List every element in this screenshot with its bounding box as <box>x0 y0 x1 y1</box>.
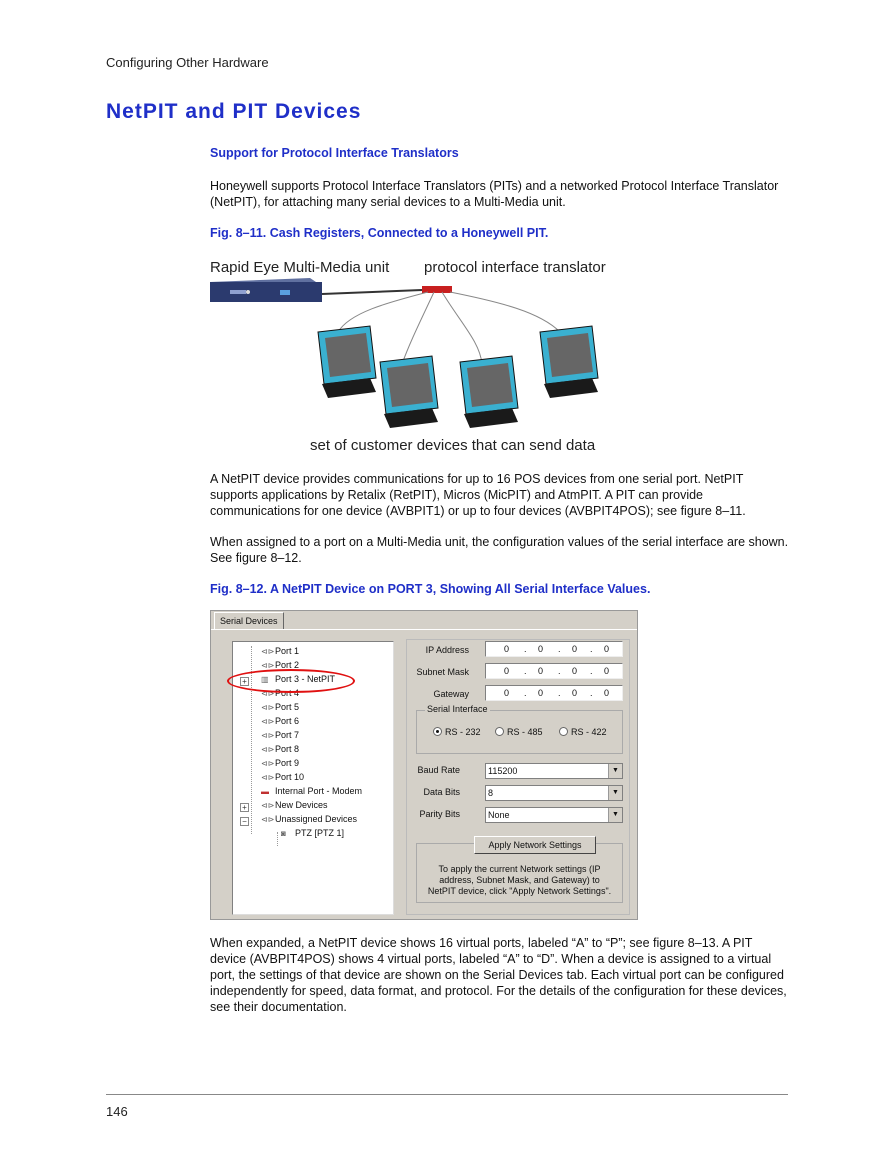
footer-rule <box>106 1094 788 1095</box>
port-icon: ⊲⊳ <box>261 717 275 726</box>
figure-caption-8-11: Fig. 8–11. Cash Registers, Connected to a Honeywell PIT. <box>210 226 549 240</box>
apply-network-group <box>416 840 623 903</box>
port-icon: ⊲⊳ <box>261 647 275 656</box>
tree-item-port-7[interactable]: ⊲⊳Port 7 <box>261 728 299 742</box>
subnet-mask-label: Subnet Mask <box>416 667 469 677</box>
tree-item-unassigned-devices[interactable]: ⊲⊳Unassigned Devices <box>261 812 357 826</box>
subsection-title: Support for Protocol Interface Translators <box>210 146 459 160</box>
tree-item-port-3[interactable]: ▥ Port 3 - NetPIT <box>261 672 335 686</box>
camera-icon: ◙ <box>281 829 286 838</box>
collapse-icon[interactable]: − <box>240 817 249 826</box>
label-multimedia-unit: Rapid Eye Multi-Media unit <box>210 259 390 276</box>
data-bits-select[interactable]: 8 ▼ <box>485 785 623 801</box>
serial-interface-group <box>416 704 623 754</box>
subnet-mask-field[interactable]: 0 . 0 . 0 . 0 <box>485 663 623 679</box>
figure-caption-8-12: Fig. 8–12. A NetPIT Device on PORT 3, Showing All Serial Interface Values. <box>210 582 651 596</box>
tree-item-port-8[interactable]: ⊲⊳Port 8 <box>261 742 299 756</box>
port-icon: ⊲⊳ <box>261 731 275 740</box>
netpit-icon: ▥ <box>261 675 269 684</box>
paragraph-assigned: When assigned to a port on a Multi-Media unit, the configuration values of the serial interface are shown. See figure 8–12. <box>210 535 789 565</box>
parity-bits-label: Parity Bits <box>419 809 460 819</box>
port-icon: ⊲⊳ <box>261 703 275 712</box>
pos-terminal-icon <box>380 356 438 428</box>
multimedia-unit-icon <box>210 278 322 302</box>
port-icon: ⊲⊳ <box>261 773 275 782</box>
dropdown-arrow-icon: ▼ <box>608 786 622 800</box>
baud-rate-label: Baud Rate <box>417 765 460 775</box>
ip-address-field[interactable]: 0 . 0 . 0 . 0 <box>485 641 623 657</box>
parity-bits-select[interactable]: None ▼ <box>485 807 623 823</box>
port-icon: ⊲⊳ <box>261 801 275 810</box>
label-pit: protocol interface translator <box>424 259 606 276</box>
paragraph-intro: Honeywell supports Protocol Interface Translators (PITs) and a networked Protocol Interface Translator (NetPIT), for attaching many serial devices to a Multi-Media unit. <box>210 179 779 209</box>
serial-interface-label: Serial Interface <box>427 704 488 714</box>
tree-item-ptz[interactable]: ◙ PTZ [PTZ 1] <box>281 826 344 840</box>
pos-terminal-icon <box>318 326 376 398</box>
pos-terminal-icon <box>540 326 598 398</box>
tab-serial-devices[interactable]: Serial Devices <box>214 612 284 630</box>
port-icon: ⊲⊳ <box>261 745 275 754</box>
pit-illustration <box>210 252 610 457</box>
gateway-label: Gateway <box>433 689 469 699</box>
expand-icon[interactable]: + <box>240 803 249 812</box>
paragraph-expanded: When expanded, a NetPIT device shows 16 virtual ports, labeled “A” to “P”; see figure 8–13. A PIT device (AVBPIT4POS) shows 4 virtual ports, labeled “A” to “D”. When a device is assigned to a virtual port, the settings of that device are shown on the Serial Devices tab. Each virtual port can be configured independently for speed, data format, and protocol. For the details of the configuration for these devices, see their documentation. <box>210 936 787 1014</box>
data-bits-label: Data Bits <box>423 787 460 797</box>
dropdown-arrow-icon: ▼ <box>608 808 622 822</box>
radio-rs485[interactable]: RS - 485 <box>495 727 543 737</box>
radio-rs422[interactable]: RS - 422 <box>559 727 607 737</box>
modem-icon: ▬ <box>261 787 269 796</box>
serial-devices-dialog <box>210 610 638 920</box>
tree-item-port-4[interactable]: ⊲⊳Port 4 <box>261 686 299 700</box>
gateway-field[interactable]: 0 . 0 . 0 . 0 <box>485 685 623 701</box>
port-icon: ⊲⊳ <box>261 689 275 698</box>
paragraph-netpit: A NetPIT device provides communications for up to 16 POS devices from one serial port. NetPIT supports applications by Retalix (RetPIT), Micros (MicPIT) and AtmPIT. A PIT can provide communications for one device (AVBPIT1) or up to four devices (AVBPIT4POS); see figure 8–11. <box>210 472 746 518</box>
section-title: NetPIT and PIT Devices <box>106 100 362 123</box>
tree-item-port-9[interactable]: ⊲⊳Port 9 <box>261 756 299 770</box>
highlight-ring <box>227 669 355 693</box>
tree-item-internal-modem[interactable]: ▬ Internal Port - Modem <box>261 784 362 798</box>
pos-terminal-icon <box>460 356 518 428</box>
tree-item-port-2[interactable]: ⊲⊳Port 2 <box>261 658 299 672</box>
radio-rs232[interactable]: RS - 232 <box>433 727 481 737</box>
tree-item-port-1[interactable]: ⊲⊳Port 1 <box>261 644 299 658</box>
apply-hint-text: To apply the current Network settings (IP address, Subnet Mask, and Gateway) to NetPIT device, click "Apply Network Settings". <box>427 864 612 896</box>
dropdown-arrow-icon: ▼ <box>608 764 622 778</box>
tree-item-port-6[interactable]: ⊲⊳Port 6 <box>261 714 299 728</box>
port-icon: ⊲⊳ <box>261 815 275 824</box>
tree-item-new-devices[interactable]: ⊲⊳New Devices <box>261 798 328 812</box>
port-icon: ⊲⊳ <box>261 661 275 670</box>
page-number: 146 <box>106 1104 128 1119</box>
running-header: Configuring Other Hardware <box>106 55 269 70</box>
tree-item-port-5[interactable]: ⊲⊳Port 5 <box>261 700 299 714</box>
expand-icon[interactable]: + <box>240 677 249 686</box>
port-icon: ⊲⊳ <box>261 759 275 768</box>
apply-network-settings-button[interactable]: Apply Network Settings <box>474 836 596 854</box>
baud-rate-select[interactable]: 115200 ▼ <box>485 763 623 779</box>
label-customer-devices: set of customer devices that can send data <box>310 437 596 454</box>
ip-address-label: IP Address <box>425 645 469 655</box>
tree-item-port-10[interactable]: ⊲⊳Port 10 <box>261 770 304 784</box>
